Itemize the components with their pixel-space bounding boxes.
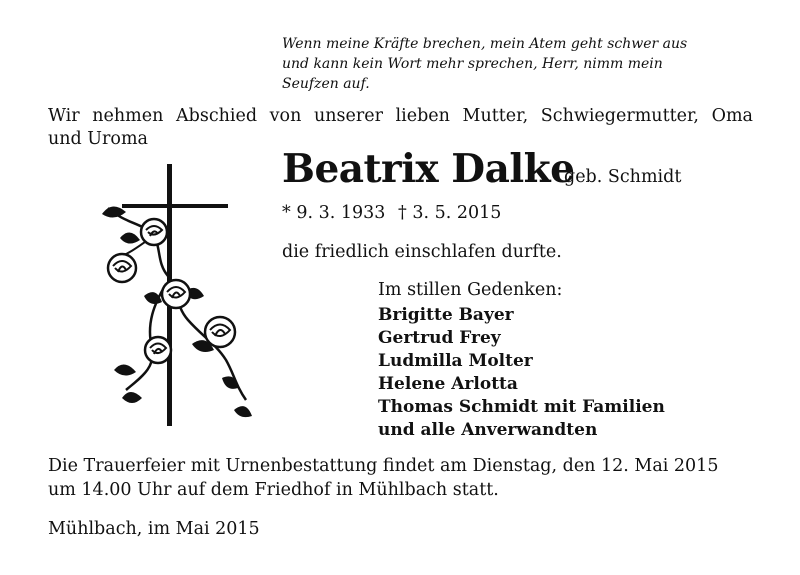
mourner-name: Thomas Schmidt mit Familien — [378, 397, 665, 417]
service-line: um 14.00 Uhr auf dem Friedhof in Mühlbach statt. — [48, 480, 499, 500]
place-date: Mühlbach, im Mai 2015 — [48, 519, 260, 539]
birth-date: * 9. 3. 1933 — [282, 203, 386, 223]
deceased-name: Beatrix Dalke — [282, 146, 575, 192]
cross-with-roses-icon — [96, 164, 256, 426]
maiden-name: geb. Schmidt — [564, 167, 682, 187]
intro-line: und Uroma — [48, 129, 148, 149]
mourner-name: Ludmilla Molter — [378, 351, 533, 371]
verse-line: Wenn meine Kräfte brechen, mein Atem geht schwer aus — [282, 36, 688, 52]
memory-heading: Im stillen Gedenken: — [378, 280, 563, 300]
mourner-name: Gertrud Frey — [378, 328, 501, 348]
funeral-service-info — [48, 454, 718, 502]
intro-line: Wir nehmen Abschied von unserer lieben Mutter, Schwiegermutter, Oma — [48, 106, 753, 126]
verse-line: und kann kein Wort mehr sprechen, Herr, nimm mein — [282, 56, 663, 72]
death-date: † 3. 5. 2015 — [398, 203, 502, 223]
verse-quote — [282, 34, 752, 94]
mourners-list — [378, 304, 665, 442]
mourner-name: Helene Arlotta — [378, 374, 518, 394]
mourner-name: Brigitte Bayer — [378, 305, 514, 325]
mourner-name: und alle Anverwandten — [378, 420, 598, 440]
passing-text: die friedlich einschlafen durfte. — [282, 242, 562, 262]
service-line: Die Trauerfeier mit Urnenbestattung findet am Dienstag, den 12. Mai 2015 — [48, 456, 719, 476]
intro-text — [48, 105, 753, 151]
verse-line: Seufzen auf. — [282, 76, 370, 92]
